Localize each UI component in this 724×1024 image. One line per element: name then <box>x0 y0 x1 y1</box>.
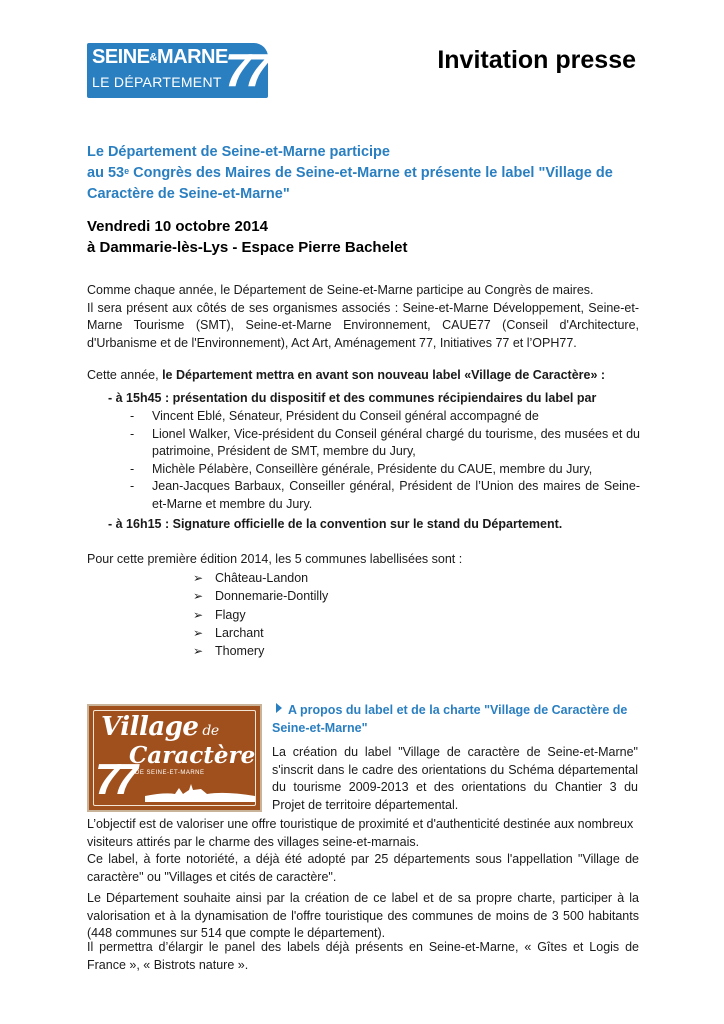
list-item: - Jean-Jacques Barbaux, Conseiller général, Président de l’Union des maires de Seine-et-Marne et membre du Jury. <box>130 478 640 513</box>
highlight-paragraph <box>87 367 639 385</box>
list-item: - Michèle Pélabère, Conseillère générale, Présidente du CAUE, membre du Jury, <box>130 461 640 479</box>
badge-number: 77 <box>95 755 132 804</box>
badge-word-caractere: Caractère <box>129 742 256 769</box>
triangle-right-icon <box>276 703 282 713</box>
intro-paragraph <box>87 282 639 352</box>
highlight-bold: le Département mettra en avant son nouveau label «Village de Caractère» : <box>162 368 606 382</box>
list-item: ➢ Larchant <box>193 624 328 642</box>
presenters-list <box>130 408 640 513</box>
headline-line-2: au 53e Congrès des Maires de Seine-et-Marne et présente le label "Village de Caractère de Seine-et-Marne" <box>87 165 613 202</box>
event-date: Vendredi 10 octobre 2014 <box>87 218 268 235</box>
about-permettra-paragraph: Il permettra d’élargir le panel des labels déjà présents en Seine-et-Marne, « Gîtes et Logis de France », « Bistrots nature ». <box>87 940 639 972</box>
list-item: ➢ Donnemarie-Dontilly <box>193 587 328 605</box>
about-label-paragraph: Ce label, à forte notoriété, a déjà été adopté par 25 départements sous l'appellation "Village de caractère" ou "Villages et cités de caractère". <box>87 852 639 884</box>
arrow-bullet-icon: ➢ <box>193 644 204 659</box>
about-departement-paragraph: Le Département souhaite ainsi par la création de ce label et de sa propre charte, participer à la valorisation et à la dynamisation de l'offre touristique des communes de moins de 3 500 habitants (448 communes sur 514 que compte le département). <box>87 891 639 940</box>
arrow-bullet-icon: ➢ <box>193 625 204 640</box>
list-item: ➢ Château-Landon <box>193 569 328 587</box>
about-section-title: A propos du label et de la charte "Village de Caractère de Seine-et-Marne" <box>272 703 628 735</box>
communes-list <box>193 569 328 660</box>
arrow-bullet-icon: ➢ <box>193 571 204 585</box>
intro-line-1: Comme chaque année, le Département de Seine-et-Marne participe au Congrès de maires. <box>87 283 594 297</box>
village-de-caractere-badge <box>87 704 262 812</box>
arrow-bullet-icon: ➢ <box>193 589 204 604</box>
logo-title: SEINE&MARNE <box>92 46 228 68</box>
schedule-item-1615: - à 16h15 : Signature officielle de la convention sur le stand du Département. <box>108 517 563 531</box>
communes-intro: Pour cette première édition 2014, les 5 communes labellisées sont : <box>87 552 463 566</box>
arrow-bullet-icon: ➢ <box>193 607 204 622</box>
about-creation-paragraph: La création du label "Village de caractère de Seine-et-Marne" s'inscrit dans le cadre des orientations du Schéma départemental du tourisme 2009-2013 et des orientations du Chantier 3 du Projet de territoire départemental. <box>272 745 638 812</box>
list-item: - Lionel Walker, Vice-président du Conseil général chargé du tourisme, des musées et du patrimoine, Président de SMT, membre du Jury, <box>130 426 640 461</box>
about-objective-paragraph: L’objectif est de valoriser une offre touristique de proximité et d'authenticité destinée aux nombreux visiteurs attirés par le charme des villages seine-et-marnais. <box>87 817 634 849</box>
logo-subtitle: LE DÉPARTEMENT <box>92 74 222 90</box>
logo-number: 77 <box>224 44 264 96</box>
event-place: à Dammarie-lès-Lys - Espace Pierre Bachelet <box>87 239 408 256</box>
seine-et-marne-logo <box>87 43 268 98</box>
list-item: ➢ Flagy <box>193 606 328 624</box>
village-skyline-icon <box>145 780 255 802</box>
headline <box>87 142 647 205</box>
headline-line-1: Le Département de Seine-et-Marne participe <box>87 144 390 160</box>
list-item: ➢ Thomery <box>193 642 328 660</box>
schedule-item-1545: - à 15h45 : présentation du dispositif et des communes récipiendaires du label par <box>108 391 597 405</box>
list-item: - Vincent Eblé, Sénateur, Président du Conseil général accompagné de <box>130 408 640 426</box>
event-info <box>87 216 407 258</box>
intro-line-2: Il sera présent aux côtés de ses organismes associés : Seine-et-Marne Développement, Seine-et-Marne Tourisme (SMT), Seine-et-Marne Environnement, CAUE77 (Conseil d'Architecture, d'Urbanisme et de l'Environnement), Act Art, Aménagement 77, Initiatives 77 et l’OPH77. <box>87 300 639 350</box>
badge-subtitle: DE SEINE-ET-MARNE <box>135 770 205 776</box>
highlight-plain: Cette année, <box>87 368 163 382</box>
badge-word-village: Village de <box>101 712 219 742</box>
document-type-title: Invitation presse <box>437 46 636 74</box>
